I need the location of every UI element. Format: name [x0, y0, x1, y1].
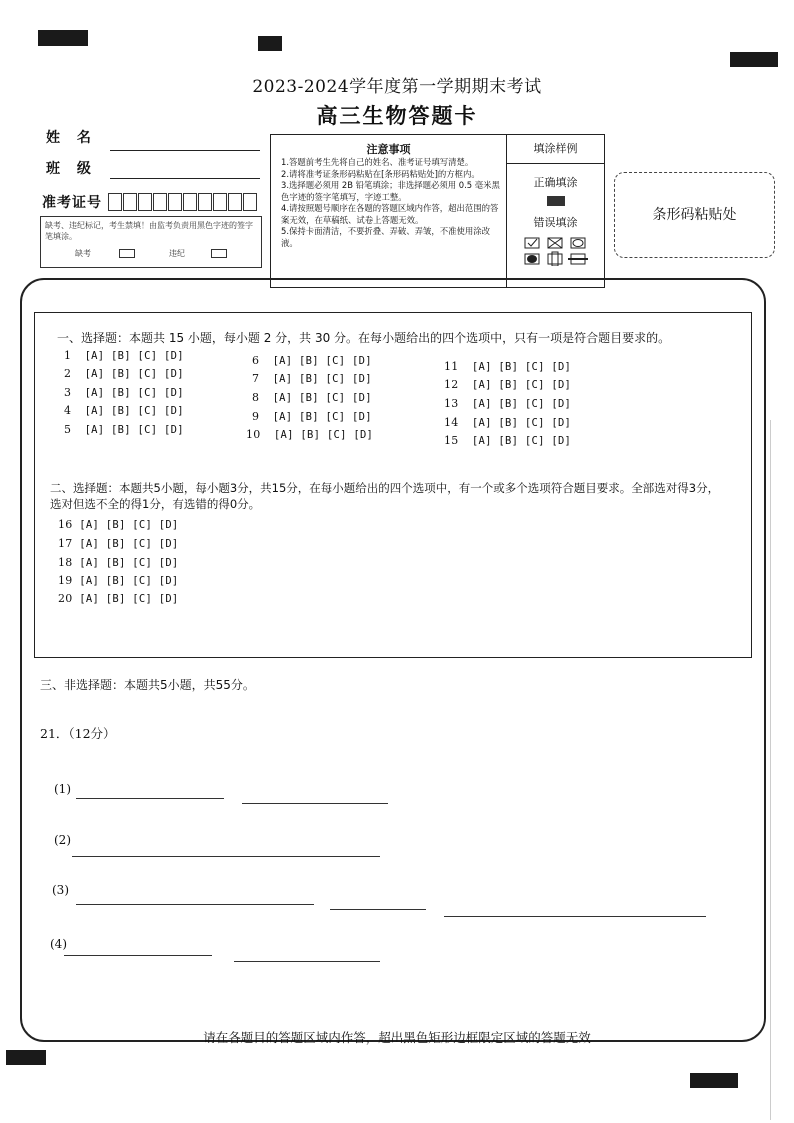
question-row[interactable]: [252, 372, 372, 385]
question-row[interactable]: [58, 592, 179, 605]
question-row[interactable]: [252, 391, 372, 404]
question-number: 13: [444, 397, 459, 410]
exam-id-box[interactable]: [198, 193, 212, 211]
question-row[interactable]: [58, 574, 179, 587]
question-number: 20: [58, 592, 73, 605]
section2-heading: [50, 480, 740, 512]
registration-mark-bottom-right: [690, 1073, 738, 1088]
note-item: 2.请将准考证条形码粘贴在[条形码粘贴处]的方框内。: [281, 168, 480, 179]
correct-fill-example-icon: [547, 196, 565, 206]
question-row[interactable]: [58, 556, 179, 569]
question-number: 15: [444, 434, 459, 447]
question-row[interactable]: [246, 428, 373, 441]
option-bubbles[interactable]: [A] [B] [C] [D]: [471, 435, 572, 447]
question-row[interactable]: [444, 378, 571, 391]
registration-mark-top-center: [258, 36, 282, 51]
question-row[interactable]: [64, 367, 184, 380]
section2-heading-line2: 选对但选不全的得1分，有选错的得0分。: [50, 497, 261, 511]
notes-title: 注意事项: [366, 143, 411, 156]
question-row[interactable]: [64, 423, 184, 436]
exam-id-box[interactable]: [123, 193, 137, 211]
instructions-panel: [270, 134, 605, 288]
question-number: 7: [252, 372, 260, 385]
part-1-answer-line[interactable]: [242, 803, 388, 804]
exam-id-box[interactable]: [108, 193, 122, 211]
question-row[interactable]: [444, 416, 571, 429]
option-bubbles[interactable]: [A] [B] [C] [D]: [471, 379, 572, 391]
correct-fill-label: 正确填涂: [533, 176, 578, 189]
question-number: 19: [58, 574, 73, 587]
question-number: 18: [58, 556, 73, 569]
note-item: 4.请按照题号顺序在各题的答题区域内作答，超出范围的答案无效，在草稿纸、试卷上答题无效。: [281, 203, 499, 225]
option-bubbles[interactable]: [A] [B] [C] [D]: [84, 368, 184, 380]
class-label: 班 级: [46, 161, 97, 177]
class-field[interactable]: [110, 178, 260, 179]
section3-heading: 三、非选择题：本题共5小题，共55分。: [40, 678, 255, 692]
question-row[interactable]: [444, 360, 571, 373]
option-bubbles[interactable]: [A] [B] [C] [D]: [79, 593, 179, 605]
part-2-answer-line[interactable]: [72, 856, 380, 857]
answer-card-title: 高三生物答题卡: [316, 103, 478, 128]
question-number: 9: [252, 410, 260, 423]
absent-checkbox[interactable]: [119, 249, 135, 258]
question-row[interactable]: [444, 397, 571, 410]
part-3-answer-line[interactable]: [330, 909, 426, 910]
wrong-fill-label: 错误填涂: [533, 216, 578, 229]
question-number: 6: [252, 354, 260, 367]
wrong-fill-examples-icon: [524, 236, 588, 266]
notice-text: 缺考、违纪标记，考生禁填！由监考负责用黑色字迹的签字笔填涂。: [45, 221, 253, 241]
question-number: 4: [64, 404, 72, 417]
footer-warning: 请在各题目的答题区域内作答，超出黑色矩形边框限定区域的答题无效: [203, 1030, 591, 1045]
absence-violation-notice: [40, 216, 262, 268]
scan-edge: [770, 420, 771, 1120]
question-number: 11: [444, 360, 459, 373]
part-3-label: (3): [52, 883, 69, 897]
barcode-paste-area[interactable]: 条形码粘贴处: [614, 172, 775, 258]
part-2-label: (2): [54, 833, 71, 847]
question-number: 17: [58, 537, 73, 550]
question-row[interactable]: [64, 386, 184, 399]
exam-id-box[interactable]: [138, 193, 152, 211]
question-row[interactable]: [64, 404, 184, 417]
question-number: 16: [58, 518, 73, 531]
exam-id-box[interactable]: [153, 193, 167, 211]
question-row[interactable]: [58, 537, 179, 550]
option-bubbles[interactable]: [A] [B] [C] [D]: [471, 398, 572, 410]
notes-box: [271, 135, 507, 287]
note-item: 5.保持卡面清洁，不要折叠、弄破、弄皱，不准使用涂改液。: [281, 226, 490, 248]
part-3-answer-line[interactable]: [444, 916, 706, 917]
option-bubbles[interactable]: [A] [B] [C] [D]: [471, 361, 572, 373]
section1-heading: 一、选择题：本题共 15 小题，每小题 2 分，共 30 分。在每小题给出的四个选项中，只有一项是符合题目要求的。: [57, 331, 671, 345]
exam-id-label: 准考证号: [42, 195, 102, 211]
option-bubbles[interactable]: [A] [B] [C] [D]: [272, 392, 372, 404]
violation-checkbox[interactable]: [211, 249, 227, 258]
section2-heading-line1: 二、选择题：本题共5小题，每小题3分，共15分，在每小题给出的四个选项中，有一个或多个选项符合题目要求。全部选对得3分，: [50, 481, 720, 495]
question-number: 5: [64, 423, 72, 436]
registration-mark-bottom-left: [6, 1050, 46, 1065]
part-4-answer-line[interactable]: [64, 955, 212, 956]
question-row[interactable]: [252, 410, 372, 423]
fill-sample-box: [507, 135, 604, 287]
option-bubbles[interactable]: [A] [B] [C] [D]: [84, 424, 184, 436]
question-row[interactable]: [64, 349, 184, 362]
part-4-label: (4): [50, 937, 67, 951]
option-bubbles[interactable]: [A] [B] [C] [D]: [471, 417, 572, 429]
option-bubbles[interactable]: [A] [B] [C] [D]: [79, 575, 179, 587]
part-1-label: (1): [54, 782, 71, 796]
part-3-answer-line[interactable]: [76, 904, 314, 905]
violation-label: 违纪: [169, 249, 185, 258]
part-4-answer-line[interactable]: [234, 961, 380, 962]
option-bubbles[interactable]: [A] [B] [C] [D]: [272, 411, 372, 423]
part-1-answer-line[interactable]: [76, 798, 224, 799]
registration-mark-top-right: [730, 52, 778, 67]
note-item: 1.答题前考生先将自己的姓名、准考证号填写清楚。: [281, 157, 474, 167]
registration-mark-top-left: [38, 30, 88, 46]
question-row[interactable]: [252, 354, 372, 367]
option-bubbles[interactable]: [A] [B] [C] [D]: [79, 538, 179, 550]
question-number: 10: [246, 428, 261, 441]
question-number: 3: [64, 386, 72, 399]
exam-id-box[interactable]: [213, 193, 227, 211]
exam-id-box[interactable]: [228, 193, 242, 211]
option-bubbles[interactable]: [A] [B] [C] [D]: [79, 519, 179, 531]
absent-label: 缺考: [75, 249, 91, 258]
note-item: 3.选择题必须用 2B 铅笔填涂；非选择题必须用 0.5 毫米黑色字迹的签字笔填写，字迹工整。: [281, 180, 500, 202]
option-bubbles[interactable]: [A] [B] [C] [D]: [84, 387, 184, 399]
option-bubbles[interactable]: [A] [B] [C] [D]: [79, 557, 179, 569]
fill-sample-header: 填涂样例: [507, 135, 604, 164]
exam-term-title: 2023-2024学年度第一学期期末考试: [252, 77, 542, 97]
option-bubbles[interactable]: [A] [B] [C] [D]: [272, 373, 372, 385]
option-bubbles[interactable]: [A] [B] [C] [D]: [272, 355, 372, 367]
question-21-label: 21．（12分）: [40, 726, 116, 741]
question-number: 14: [444, 416, 459, 429]
question-number: 12: [444, 378, 459, 391]
exam-id-box[interactable]: [243, 193, 257, 211]
question-number: 2: [64, 367, 72, 380]
question-row[interactable]: [444, 434, 571, 447]
question-number: 1: [64, 349, 72, 362]
name-field[interactable]: [110, 150, 260, 151]
exam-id-box[interactable]: [168, 193, 182, 211]
question-row[interactable]: [58, 518, 179, 531]
option-bubbles[interactable]: [A] [B] [C] [D]: [273, 429, 374, 441]
option-bubbles[interactable]: [A] [B] [C] [D]: [84, 350, 184, 362]
question-number: 8: [252, 391, 260, 404]
option-bubbles[interactable]: [A] [B] [C] [D]: [84, 405, 184, 417]
exam-id-box[interactable]: [183, 193, 197, 211]
name-label: 姓 名: [46, 130, 97, 146]
